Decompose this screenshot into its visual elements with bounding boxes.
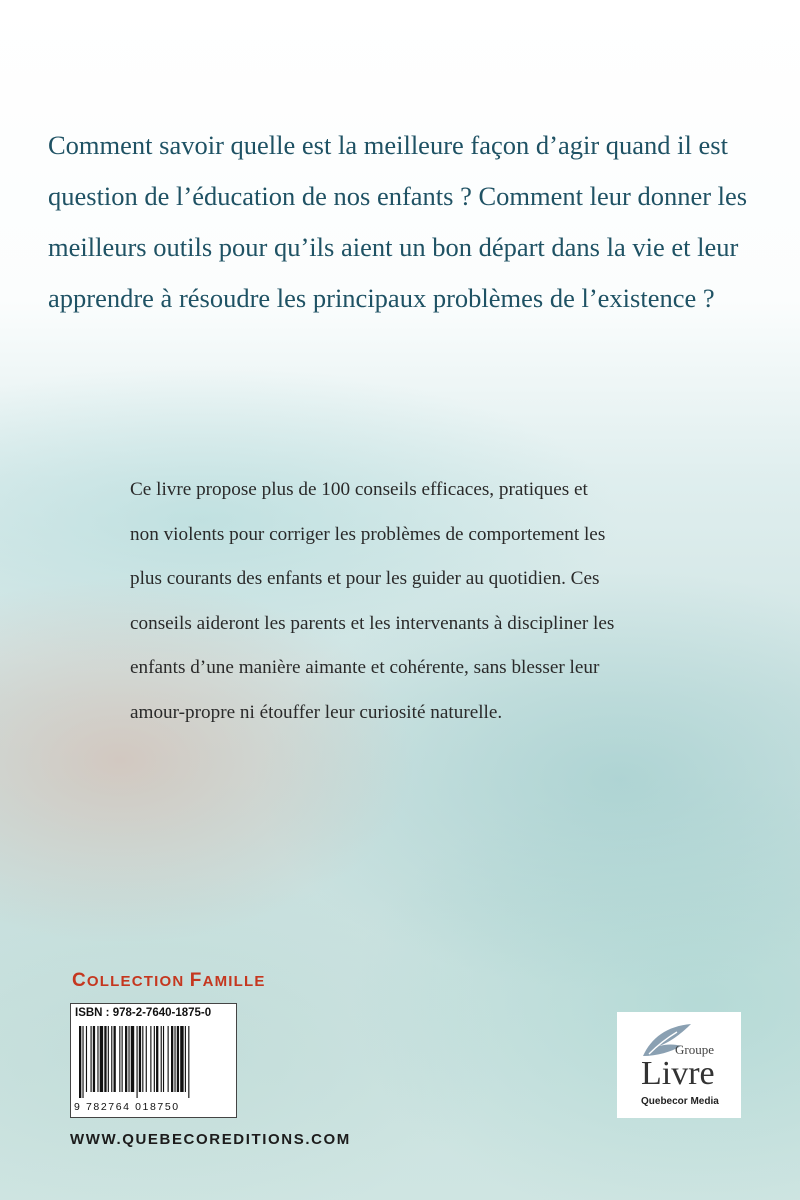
barcode-bar [128,1026,129,1092]
barcode-bar [131,1026,134,1092]
tagline-line: apprendre à résoudre les principaux problèmes de l’existence ? [48,283,715,313]
barcode-bar [156,1026,158,1092]
summary-line: plus courants des enfants et pour les guider au quotidien. Ces [130,568,600,589]
barcode-bar [154,1026,155,1092]
barcode-bar [177,1026,179,1092]
barcode-bar [111,1026,112,1092]
barcode-bar [114,1026,116,1092]
tagline-paragraph [48,120,768,324]
summary-line: Ce livre propose plus de 100 conseils efficaces, pratiques et [130,479,588,500]
barcode-bar [142,1026,143,1092]
barcode-bar [174,1026,175,1092]
publisher-logo [617,1012,741,1118]
summary-paragraph [130,468,690,735]
isbn-label: ISBN : 978-2-7640-1875-0 [75,1007,212,1019]
barcode-bar [125,1026,127,1092]
summary-line: enfants d’une manière aimante et cohérente, sans blesser leur [130,657,600,678]
barcode-bar [104,1026,106,1092]
barcode-bar [93,1026,95,1092]
summary-line: non violents pour corriger les problèmes de comportement les [130,523,606,545]
logo-livre-text: Livre [641,1055,715,1092]
barcode-bar [82,1026,83,1098]
barcode-bar [168,1026,169,1092]
barcode-bars [79,1026,227,1098]
barcode-bar [188,1026,189,1098]
barcode-bar [185,1026,186,1092]
logo-groupe-text: Groupe [675,1042,714,1057]
collection-initial: C [72,970,87,991]
barcode-bar [108,1026,109,1092]
ean-digits: 9 782764 018750 [74,1101,180,1113]
barcode-bar [100,1026,103,1092]
barcode-bar [150,1026,151,1092]
barcode-bar [86,1026,87,1092]
logo-media-text: Quebecor Media [641,1096,719,1107]
website-url[interactable]: WWW.QUEBECOREDITIONS.COM [70,1131,351,1148]
barcode-bar [97,1026,98,1092]
isbn-barcode [70,1003,237,1118]
barcode-bar [79,1026,81,1098]
summary-line: amour-propre ni étouffer leur curiosité naturelle. [130,701,503,723]
tagline-line: Comment savoir quelle est la meilleure façon d’agir quand il est [48,130,728,160]
barcode-bar [119,1026,120,1092]
barcode-bar [139,1026,141,1092]
tagline-line: meilleurs outils pour qu’ils aient un bon départ dans la vie et leur [48,232,739,262]
barcode-bar [146,1026,147,1092]
summary-line: conseils aideront les parents et les intervenants à discipliner les [130,612,615,634]
barcode-bar [161,1026,162,1092]
barcode-bar [180,1026,183,1092]
famille-initial: F [189,970,203,991]
collection-rest: OLLECTION [86,973,185,990]
barcode-bar [171,1026,173,1092]
barcode-bar [91,1026,92,1092]
barcode-bar [137,1026,138,1098]
famille-rest: AMILLE [202,973,266,990]
collection-label [72,970,266,992]
barcode-bar [122,1026,123,1092]
barcode-bar [163,1026,164,1092]
tagline-line: question de l’éducation de nos enfants ? Comment leur donner les [48,181,748,211]
